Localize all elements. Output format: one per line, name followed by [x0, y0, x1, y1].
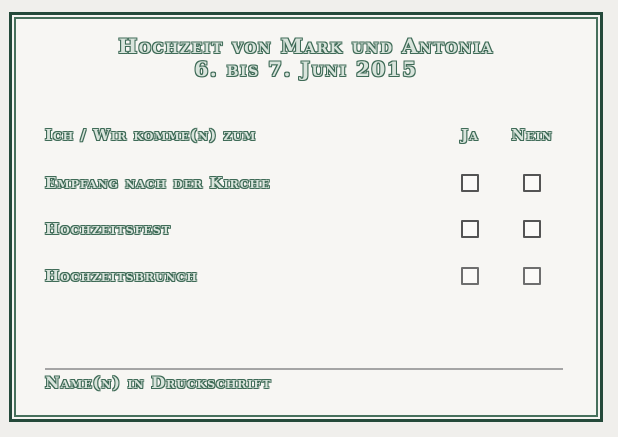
- row-label: Empfang nach der Kirche: [45, 174, 271, 192]
- title-date: 6. bis 7. Juni 2015: [194, 57, 418, 81]
- name-signature-line[interactable]: [45, 368, 563, 370]
- rsvp-row-empfang: [45, 171, 563, 195]
- row-label: Hochzeitsfest: [45, 220, 171, 238]
- checkbox-hochzeitsbrunch-ja[interactable]: [461, 267, 479, 285]
- checkbox-hochzeitsfest-nein[interactable]: [523, 220, 541, 238]
- rsvp-row-hochzeitsbrunch: [45, 264, 563, 288]
- column-header-nein: Nein: [511, 126, 553, 144]
- name-label: Name(n) in Druckschrift: [45, 372, 272, 392]
- question-row: [45, 123, 563, 147]
- rsvp-card: [9, 12, 603, 422]
- rsvp-row-hochzeitsfest: [45, 217, 563, 241]
- checkbox-empfang-nein[interactable]: [523, 174, 541, 192]
- rsvp-card-inner-frame: [14, 17, 598, 417]
- checkbox-hochzeitsbrunch-nein[interactable]: [523, 267, 541, 285]
- row-label: Hochzeitsbrunch: [45, 267, 198, 285]
- question-label: Ich / Wir komme(n) zum: [45, 126, 257, 144]
- checkbox-hochzeitsfest-ja[interactable]: [461, 220, 479, 238]
- card-title: [16, 35, 596, 81]
- column-header-ja: Ja: [461, 126, 479, 144]
- checkbox-empfang-ja[interactable]: [461, 174, 479, 192]
- title-names: Hochzeit von Mark und Antonia: [118, 34, 494, 58]
